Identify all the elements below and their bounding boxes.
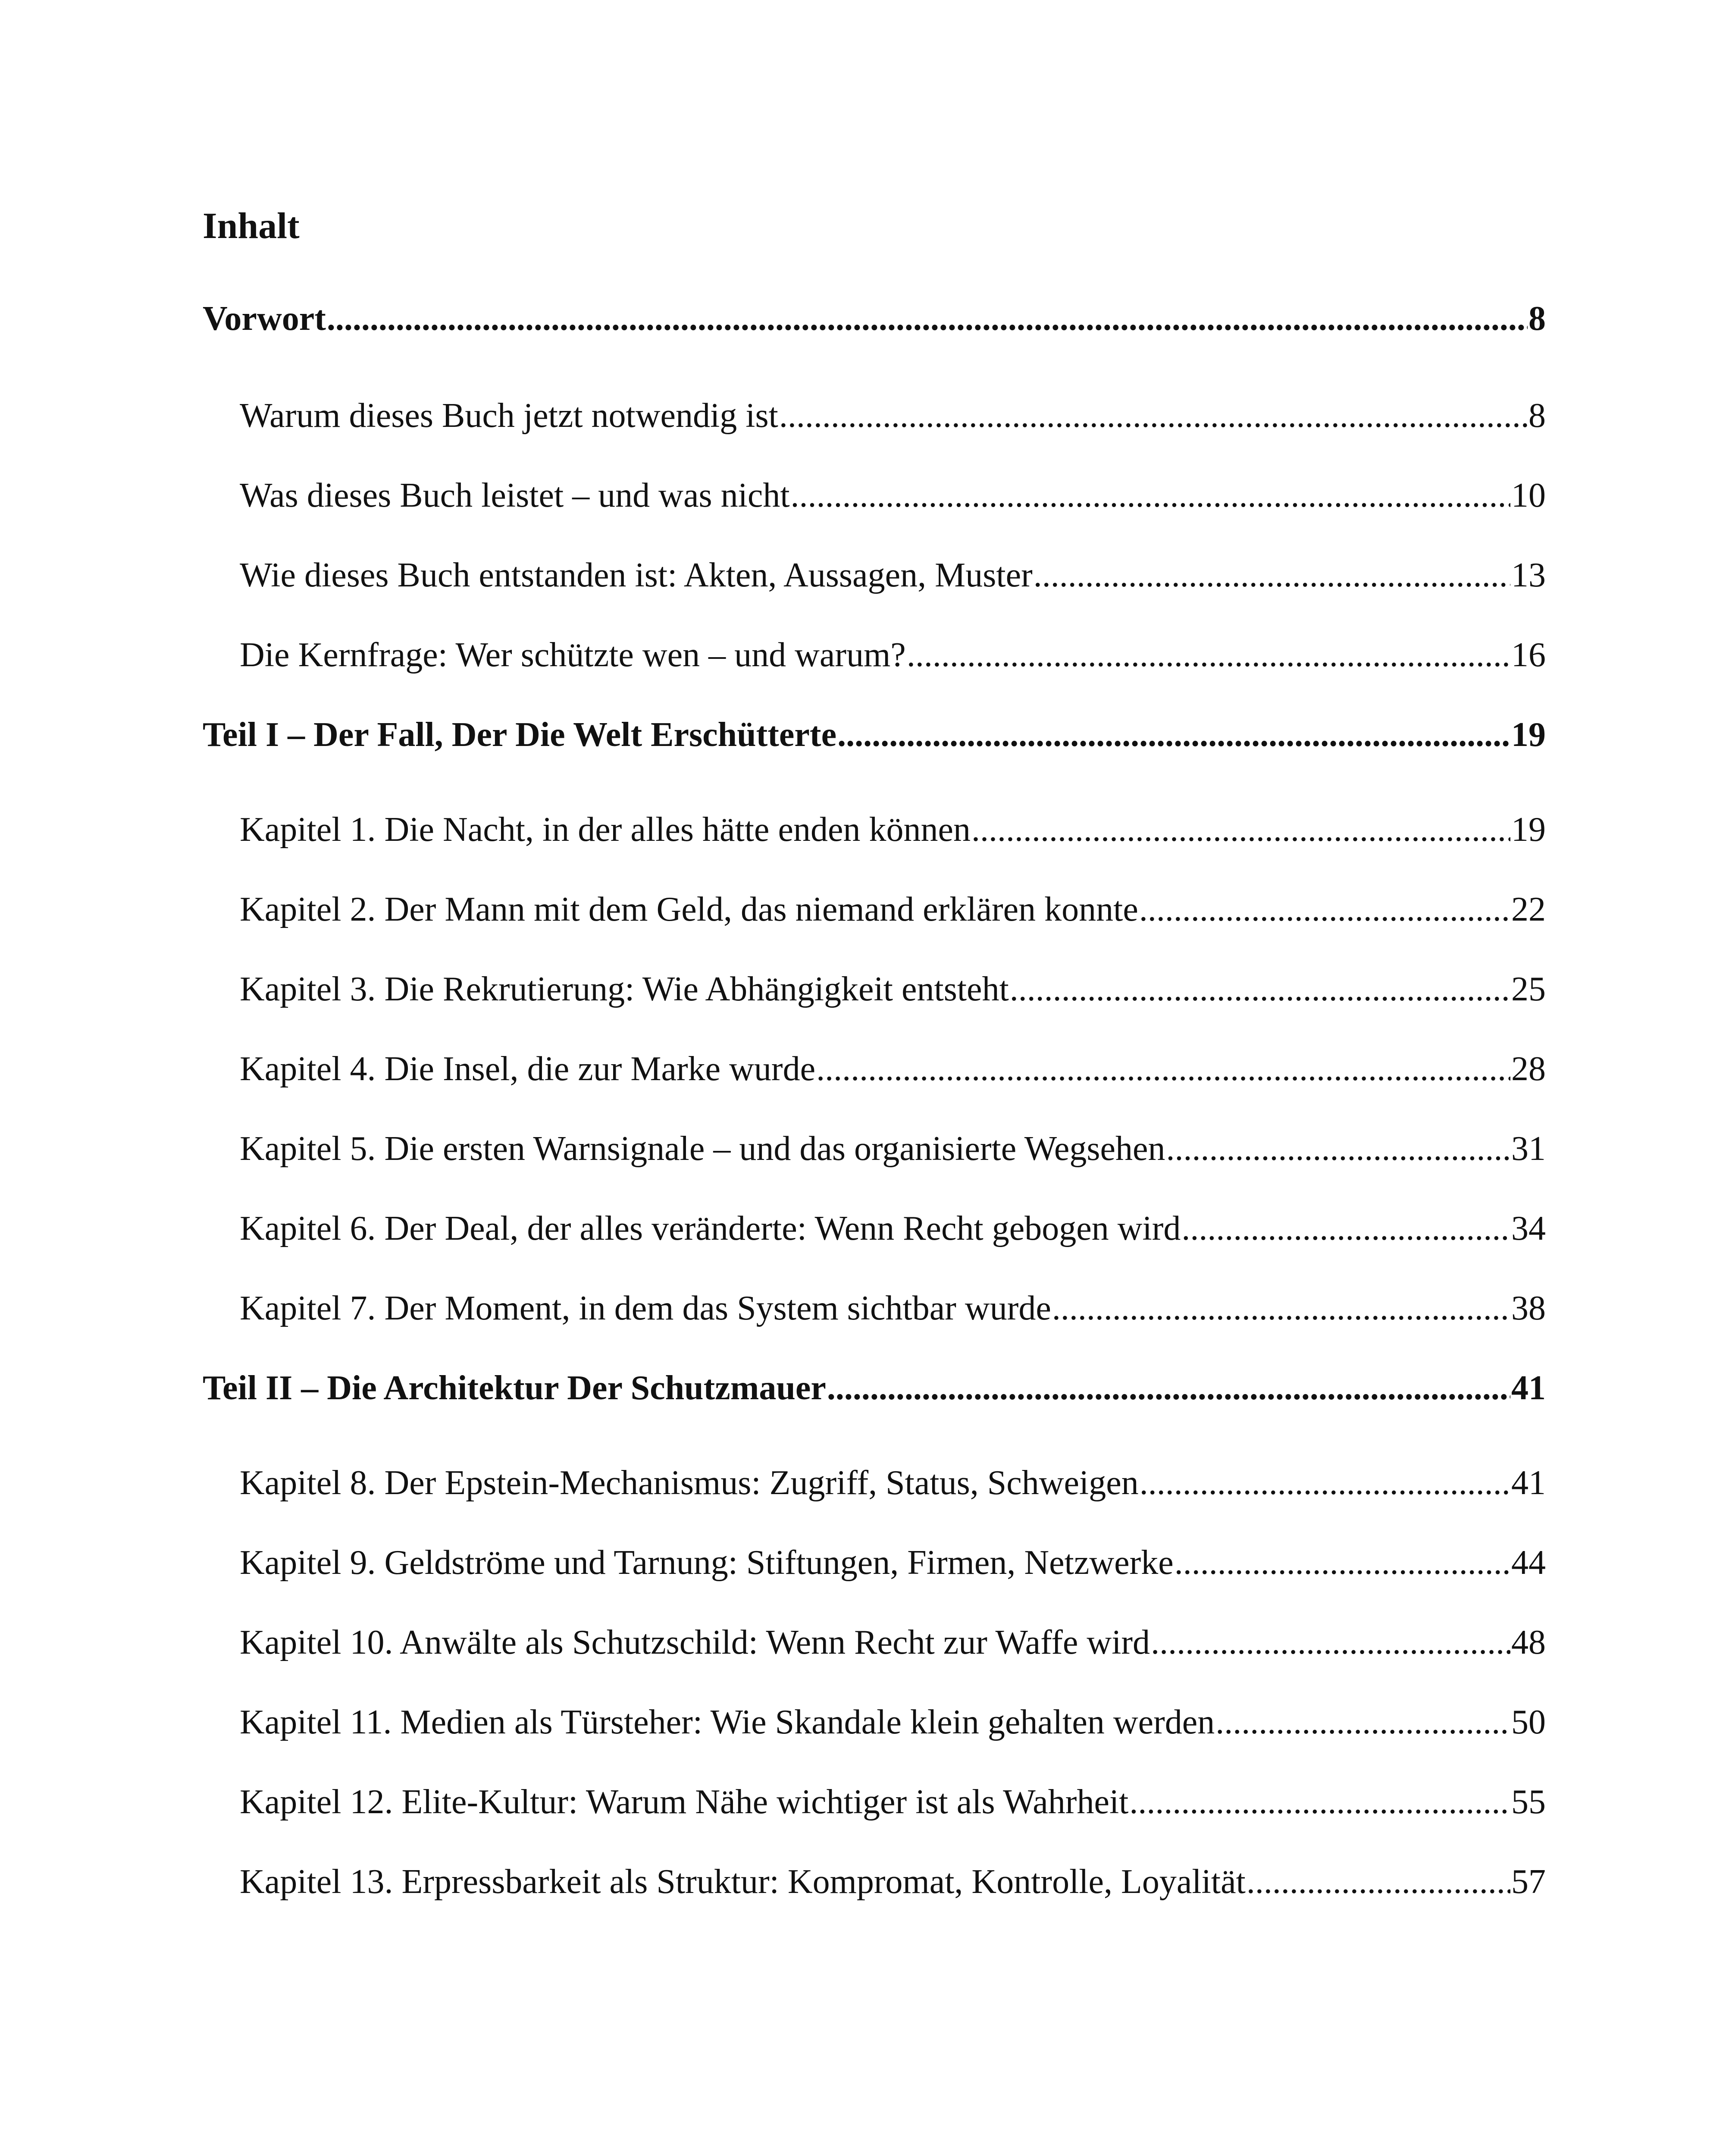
toc-entry-page-number: 57: [1511, 1863, 1546, 1901]
toc-chapter-entry: [240, 1623, 1546, 1661]
dot-leader: [1215, 1703, 1510, 1741]
toc-entry-page-number: 34: [1511, 1210, 1546, 1247]
toc-chapter-entry: [240, 1050, 1546, 1088]
dot-leader: [779, 397, 1528, 435]
dot-leader: [1151, 1623, 1510, 1661]
toc-part-entry: [203, 300, 1546, 338]
toc-entry-page-number: 19: [1511, 716, 1546, 754]
dot-leader: [1010, 970, 1510, 1008]
toc-entry-title: Kapitel 7. Der Moment, in dem das System sichtbar wurde: [240, 1289, 1051, 1327]
dot-leader: [791, 476, 1510, 514]
toc-chapter-entry: [240, 1703, 1546, 1741]
toc-entry-title: Kapitel 2. Der Mann mit dem Geld, das niemand erklären konnte: [240, 890, 1138, 928]
dot-leader: [1181, 1210, 1510, 1247]
toc-entry-page-number: 50: [1511, 1703, 1546, 1741]
toc-chapter-entry: [240, 476, 1546, 514]
toc-entry-title: Teil II – Die Architektur Der Schutzmauer: [203, 1369, 826, 1407]
toc-entry-title: Die Kernfrage: Wer schützte wen – und warum?: [240, 636, 906, 674]
toc-entry-page-number: 8: [1528, 397, 1546, 435]
toc-entry-title: Kapitel 9. Geldströme und Tarnung: Stiftungen, Firmen, Netzwerke: [240, 1544, 1174, 1582]
toc-entry-page-number: 41: [1511, 1464, 1546, 1502]
toc-part-entry: [203, 716, 1546, 754]
toc-entry-title: Kapitel 10. Anwälte als Schutzschild: Wenn Recht zur Waffe wird: [240, 1623, 1150, 1661]
toc-entry-page-number: 22: [1511, 890, 1546, 928]
toc-entry-title: Kapitel 5. Die ersten Warnsignale – und das organisierte Wegsehen: [240, 1130, 1165, 1168]
toc-chapter-entry: [240, 1783, 1546, 1821]
dot-leader: [1052, 1289, 1510, 1327]
toc-entry-title: Kapitel 11. Medien als Türsteher: Wie Skandale klein gehalten werden: [240, 1703, 1215, 1741]
dot-leader: [1175, 1544, 1510, 1582]
dot-leader: [907, 636, 1510, 674]
toc-entry-page-number: 13: [1511, 556, 1546, 594]
toc-chapter-entry: [240, 1464, 1546, 1502]
toc-entry-title: Kapitel 13. Erpressbarkeit als Struktur: Kompromat, Kontrolle, Loyalität: [240, 1863, 1246, 1901]
toc-chapter-entry: [240, 1544, 1546, 1582]
toc-entry-page-number: 16: [1511, 636, 1546, 674]
toc-entry-title: Warum dieses Buch jetzt notwendig ist: [240, 397, 778, 435]
toc-entry-title: Kapitel 3. Die Rekrutierung: Wie Abhängigkeit entsteht: [240, 970, 1009, 1008]
dot-leader: [1247, 1863, 1510, 1901]
toc-entry-page-number: 44: [1511, 1544, 1546, 1582]
toc-part-entry: [203, 1369, 1546, 1407]
toc-entry-title: Kapitel 6. Der Deal, der alles veränderte: Wenn Recht gebogen wird: [240, 1210, 1181, 1247]
toc-chapter-entry: [240, 1863, 1546, 1901]
toc-chapter-entry: [240, 1210, 1546, 1247]
toc-entry-page-number: 25: [1511, 970, 1546, 1008]
toc-chapter-entry: [240, 970, 1546, 1008]
toc-heading: Inhalt: [203, 205, 300, 246]
dot-leader: [1140, 1464, 1510, 1502]
toc-entry-page-number: 10: [1511, 476, 1546, 514]
toc-chapter-entry: [240, 1289, 1546, 1327]
toc-entry-title: Was dieses Buch leistet – und was nicht: [240, 476, 790, 514]
dot-leader: [837, 716, 1510, 754]
toc-chapter-entry: [240, 811, 1546, 849]
toc-entry-title: Kapitel 4. Die Insel, die zur Marke wurde: [240, 1050, 816, 1088]
toc-entry-page-number: 48: [1511, 1623, 1546, 1661]
toc-entry-title: Wie dieses Buch entstanden ist: Akten, Aussagen, Muster: [240, 556, 1033, 594]
toc-entry-title: Teil I – Der Fall, Der Die Welt Erschütterte: [203, 716, 837, 754]
toc-entry-page-number: 19: [1511, 811, 1546, 849]
toc-chapter-entry: [240, 636, 1546, 674]
toc-entry-title: Kapitel 1. Die Nacht, in der alles hätte enden können: [240, 811, 971, 849]
toc-entry-page-number: 41: [1511, 1369, 1546, 1407]
toc-chapter-entry: [240, 890, 1546, 928]
dot-leader: [971, 811, 1510, 849]
toc-entry-title: Kapitel 12. Elite-Kultur: Warum Nähe wichtiger ist als Wahrheit: [240, 1783, 1129, 1821]
dot-leader: [827, 1369, 1510, 1407]
dot-leader: [327, 300, 1528, 338]
toc-entry-page-number: 55: [1511, 1783, 1546, 1821]
toc-entry-page-number: 31: [1511, 1130, 1546, 1168]
toc-chapter-entry: [240, 556, 1546, 594]
dot-leader: [816, 1050, 1510, 1088]
dot-leader: [1129, 1783, 1510, 1821]
toc-entry-page-number: 8: [1528, 300, 1546, 338]
dot-leader: [1034, 556, 1510, 594]
toc-entry-title: Vorwort: [203, 300, 326, 338]
dot-leader: [1166, 1130, 1510, 1168]
toc-entry-page-number: 38: [1511, 1289, 1546, 1327]
toc-chapter-entry: [240, 397, 1546, 435]
toc-entry-page-number: 28: [1511, 1050, 1546, 1088]
toc-chapter-entry: [240, 1130, 1546, 1168]
dot-leader: [1139, 890, 1510, 928]
toc-entry-title: Kapitel 8. Der Epstein-Mechanismus: Zugriff, Status, Schweigen: [240, 1464, 1139, 1502]
